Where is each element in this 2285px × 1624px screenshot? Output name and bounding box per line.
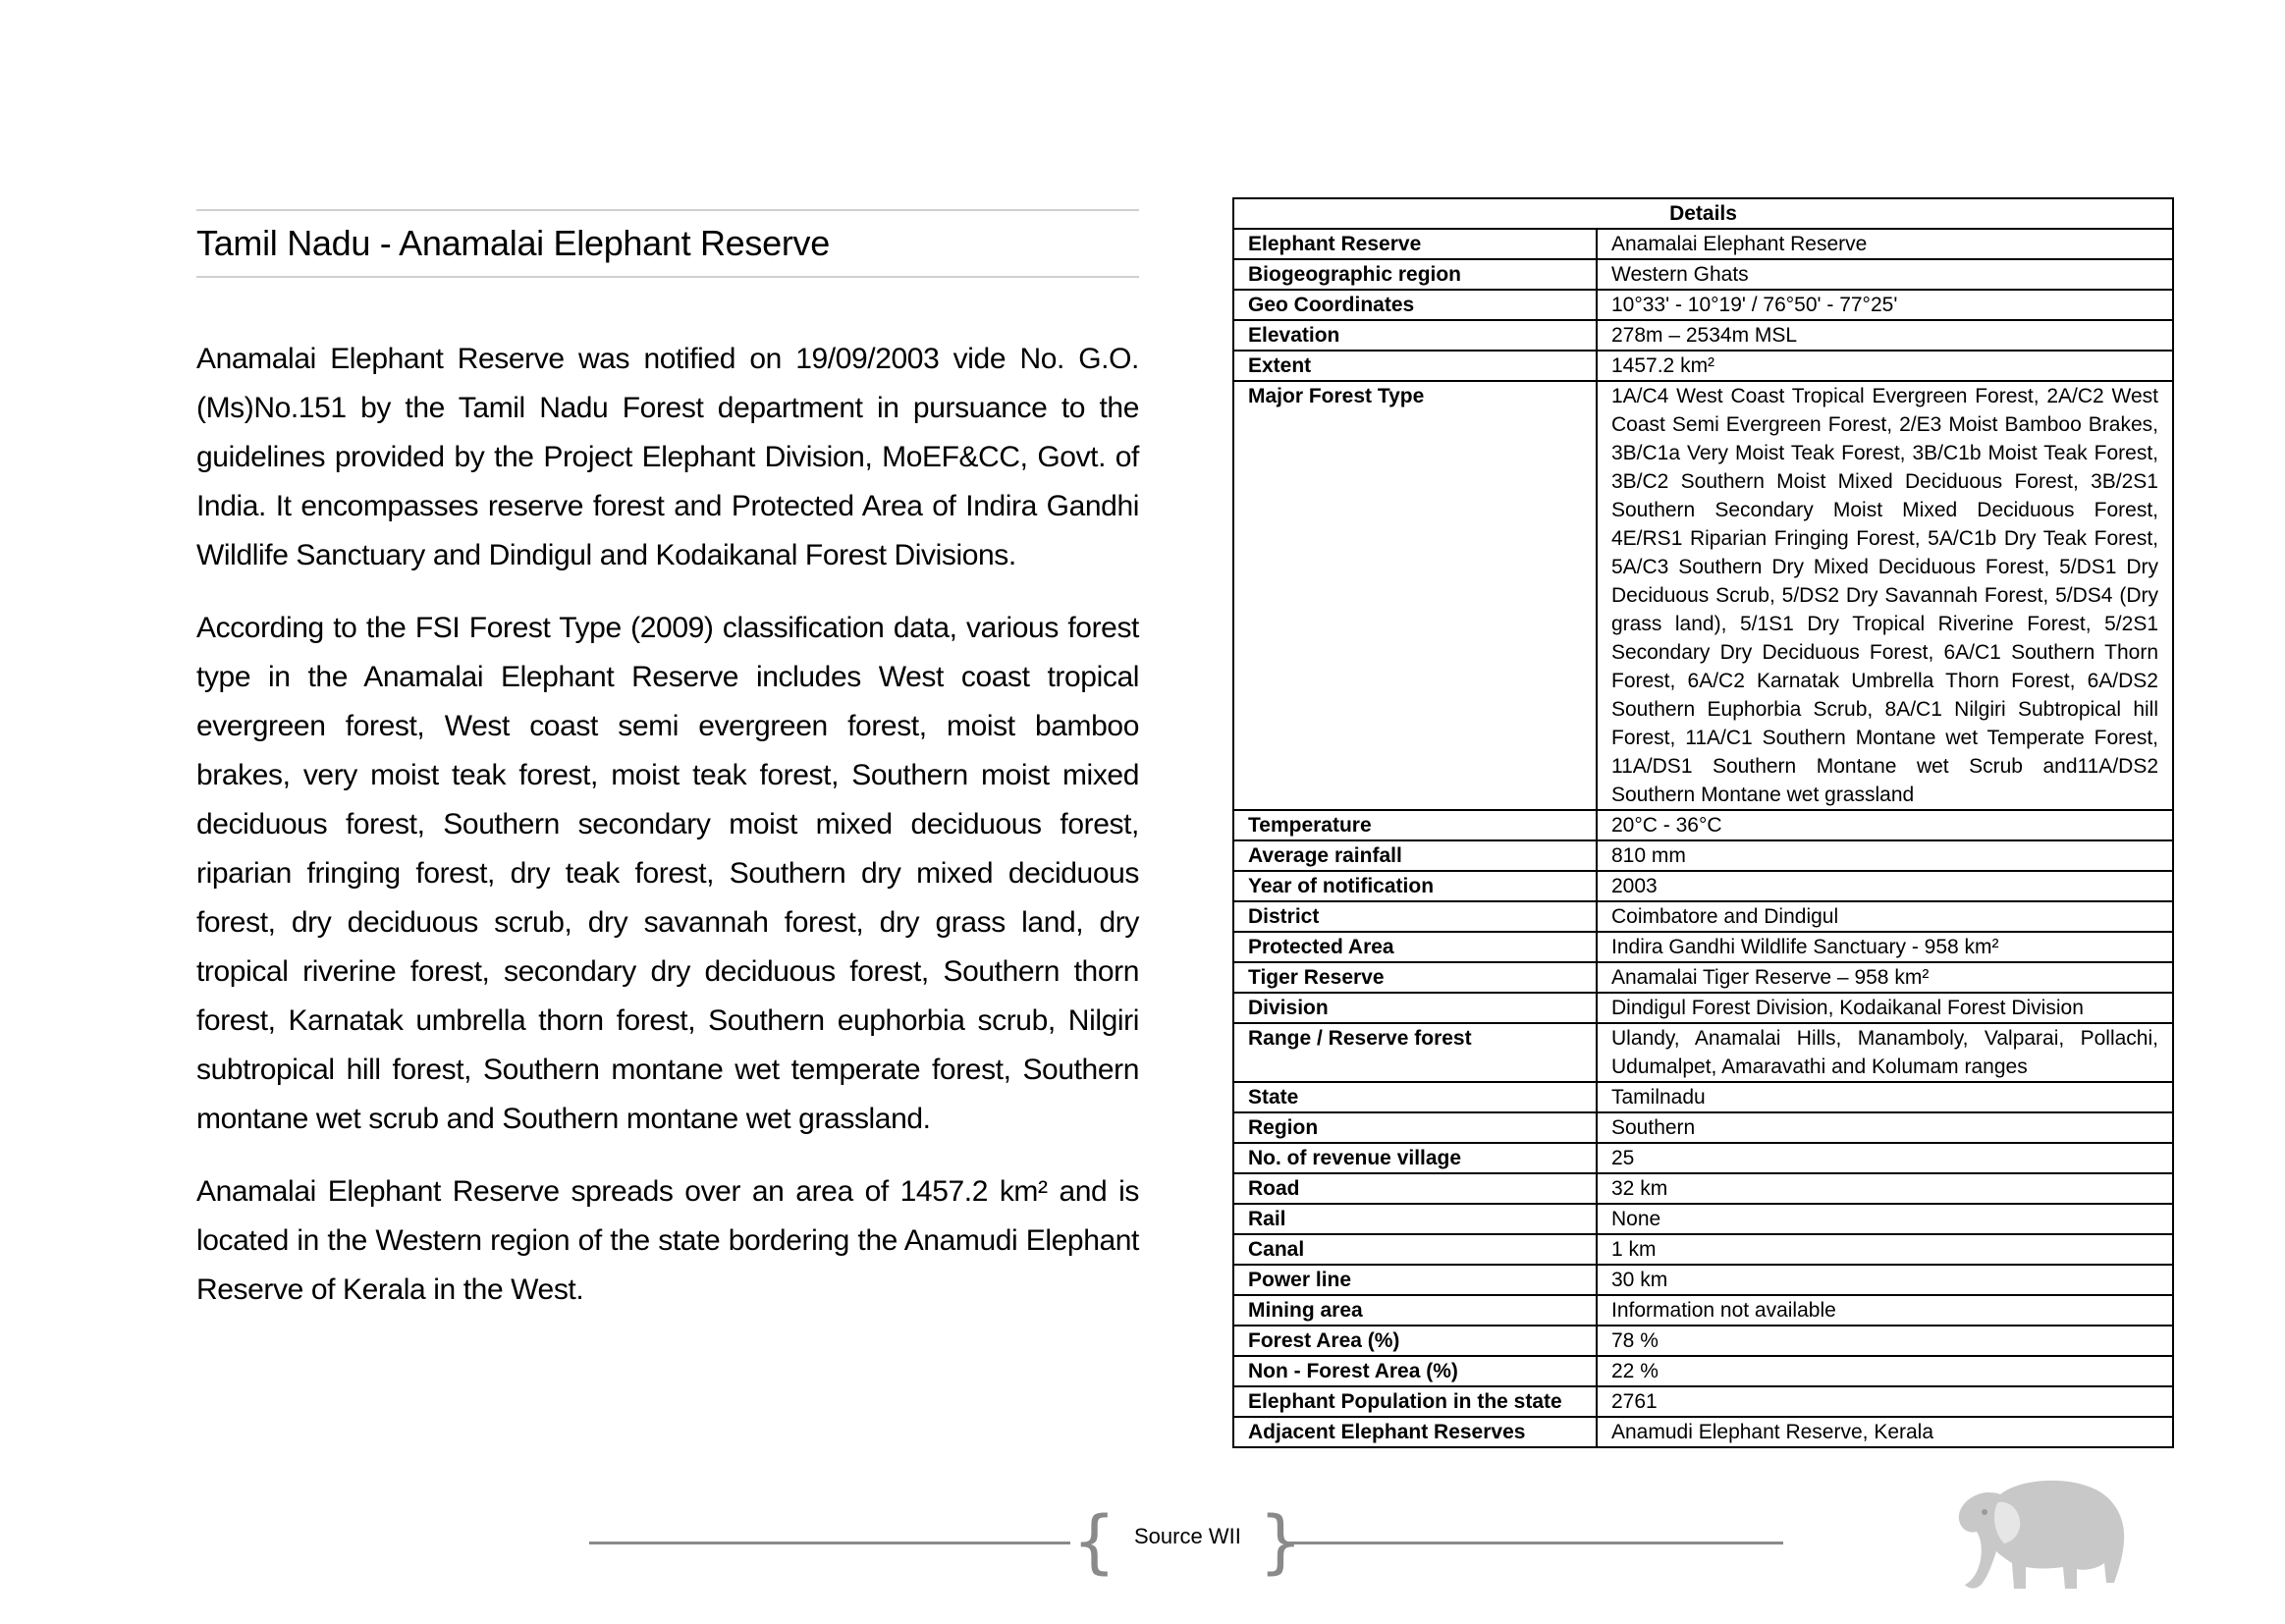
row-label: Biogeographic region (1233, 259, 1597, 290)
row-value: 810 mm (1597, 840, 2173, 871)
row-label: Temperature (1233, 810, 1597, 840)
table-row (1233, 1386, 2173, 1417)
content-left (196, 209, 1139, 1338)
row-label: Region (1233, 1112, 1597, 1143)
footer-line-left (589, 1542, 1070, 1544)
row-value: 25 (1597, 1143, 2173, 1173)
row-label: Adjacent Elephant Reserves (1233, 1417, 1597, 1447)
table-row (1233, 1326, 2173, 1356)
row-value: Dindigul Forest Division, Kodaikanal Forest Division (1597, 993, 2173, 1023)
body-text (196, 335, 1139, 1315)
row-value: 1457.2 km² (1597, 351, 2173, 381)
table-row (1233, 1417, 2173, 1447)
row-label: Tiger Reserve (1233, 962, 1597, 993)
row-value: Southern (1597, 1112, 2173, 1143)
row-label: Range / Reserve forest (1233, 1023, 1597, 1082)
footer-bracket-right: } (1259, 1501, 1303, 1582)
row-value: 22 % (1597, 1356, 2173, 1386)
table-row (1233, 1112, 2173, 1143)
row-label: Geo Coordinates (1233, 290, 1597, 320)
row-value: 20°C - 36°C (1597, 810, 2173, 840)
row-label: Forest Area (%) (1233, 1326, 1597, 1356)
table-row (1233, 1143, 2173, 1173)
table-row (1233, 1234, 2173, 1265)
elephant-icon (1939, 1473, 2136, 1600)
row-label: Elephant Population in the state (1233, 1386, 1597, 1417)
row-label: Protected Area (1233, 932, 1597, 962)
row-label: Major Forest Type (1233, 381, 1597, 810)
page-title: Tamil Nadu - Anamalai Elephant Reserve (196, 223, 830, 263)
row-value: 1A/C4 West Coast Tropical Evergreen Forest, 2A/C2 West Coast Semi Evergreen Forest, 2/E3 Moist Bamboo Brakes, 3B/C1a Very Moist Teak Forest, 3B/C1b Moist Teak Forest, 3B/C2 Southern Moist Mixed Deciduous Forest, 3B/2S1 Southern Secondary Moist Mixed Deciduous Forest, 4E/RS1 Riparian Fringing Forest, 5A/C1b Dry Teak Forest, 5A/C3 Southern Dry Mixed Deciduous Forest, 5/DS1 Dry Deciduous Scrub, 5/DS2 Dry Savannah Forest, 5/DS4 (Dry grass land), 5/1S1 Dry Tropical Riverine Forest, 5/2S1 Secondary Dry Deciduous Forest, 6A/C1 Southern Thorn Forest, 6A/C2 Karnatak Umbrella Thorn Forest, 6A/DS2 Southern Euphorbia Scrub, 8A/C1 Nilgiri Subtropical hill Forest, 11A/C1 Southern Montane wet Temperate Forest, 11A/DS1 Southern Montane wet Scrub and11A/DS2 Southern Montane wet grassland (1597, 381, 2173, 810)
table-row (1233, 1204, 2173, 1234)
row-value: Tamilnadu (1597, 1082, 2173, 1112)
row-label: Extent (1233, 351, 1597, 381)
table-row (1233, 810, 2173, 840)
row-value: Anamalai Tiger Reserve – 958 km² (1597, 962, 2173, 993)
row-value: Western Ghats (1597, 259, 2173, 290)
table-header-row (1233, 198, 2173, 229)
row-value: 78 % (1597, 1326, 2173, 1356)
row-label: Power line (1233, 1265, 1597, 1295)
table-header: Details (1233, 198, 2173, 229)
row-label: Elephant Reserve (1233, 229, 1597, 259)
row-value: 32 km (1597, 1173, 2173, 1204)
footer-line-right (1284, 1542, 1783, 1544)
table-row (1233, 1356, 2173, 1386)
row-label: Canal (1233, 1234, 1597, 1265)
table-row (1233, 1023, 2173, 1082)
table-row (1233, 1173, 2173, 1204)
row-value: 278m – 2534m MSL (1597, 320, 2173, 351)
table-row (1233, 840, 2173, 871)
heading-rule-bottom (196, 276, 1139, 278)
row-value: Coimbatore and Dindigul (1597, 901, 2173, 932)
row-value: 2761 (1597, 1386, 2173, 1417)
row-label: Mining area (1233, 1295, 1597, 1326)
table-row (1233, 381, 2173, 810)
table-row (1233, 259, 2173, 290)
row-value: Anamudi Elephant Reserve, Kerala (1597, 1417, 2173, 1447)
row-value: None (1597, 1204, 2173, 1234)
row-value: 30 km (1597, 1265, 2173, 1295)
row-label: District (1233, 901, 1597, 932)
table-row (1233, 290, 2173, 320)
row-value: Indira Gandhi Wildlife Sanctuary - 958 km² (1597, 932, 2173, 962)
paragraph-area: Anamalai Elephant Reserve spreads over an area of 1457.2 km² and is located in the Western region of the state bordering the Anamudi Elephant Reserve of Kerala in the West. (196, 1175, 1139, 1306)
row-label: Non - Forest Area (%) (1233, 1356, 1597, 1386)
row-label: Division (1233, 993, 1597, 1023)
table-body (1233, 229, 2173, 1447)
table-row (1233, 871, 2173, 901)
table-row (1233, 932, 2173, 962)
row-value: 1 km (1597, 1234, 2173, 1265)
row-label: State (1233, 1082, 1597, 1112)
row-label: Rail (1233, 1204, 1597, 1234)
row-label: Average rainfall (1233, 840, 1597, 871)
table-row (1233, 993, 2173, 1023)
paragraph-notification: Anamalai Elephant Reserve was notified on 19/09/2003 vide No. G.O.(Ms)No.151 by the Tamil Nadu Forest department in pursuance to the guidelines provided by the Project Elephant Division, MoEF&CC, Govt. of India. It encompasses reserve forest and Protected Area of Indira Gandhi Wildlife Sanctuary and Dindigul and Kodaikanal Forest Divisions. (196, 343, 1139, 571)
table-row (1233, 1265, 2173, 1295)
row-label: Year of notification (1233, 871, 1597, 901)
table-row (1233, 1082, 2173, 1112)
table-row (1233, 320, 2173, 351)
row-value: 10°33' - 10°19' / 76°50' - 77°25' (1597, 290, 2173, 320)
table-row (1233, 229, 2173, 259)
footer-bracket-left: { (1072, 1501, 1116, 1582)
row-value: 2003 (1597, 871, 2173, 901)
table-row (1233, 962, 2173, 993)
source-label: Source WII (1134, 1524, 1241, 1548)
table-row (1233, 1295, 2173, 1326)
paragraph-forest-types: According to the FSI Forest Type (2009) classification data, various forest type in the Anamalai Elephant Reserve includes West coast tropical evergreen forest, West coast semi evergreen forest, moist bamboo brakes, very moist teak forest, moist teak forest, Southern moist mixed deciduous forest, Southern secondary moist mixed deciduous forest, riparian fringing forest, dry teak forest, Southern dry mixed deciduous forest, dry deciduous scrub, dry savannah forest, dry grass land, dry tropical riverine forest, secondary dry deciduous forest, Southern thorn forest, Karnatak umbrella thorn forest, Southern euphorbia scrub, Nilgiri subtropical hill forest, Southern montane wet temperate forest, Southern montane wet scrub and Southern montane wet grassland. (196, 612, 1139, 1135)
row-label: Elevation (1233, 320, 1597, 351)
table-row (1233, 901, 2173, 932)
row-label: No. of revenue village (1233, 1143, 1597, 1173)
row-value: Ulandy, Anamalai Hills, Manamboly, Valparai, Pollachi, Udumalpet, Amaravathi and Kolumam ranges (1597, 1023, 2173, 1082)
table-row (1233, 351, 2173, 381)
details-table (1232, 197, 2174, 1448)
row-value: Information not available (1597, 1295, 2173, 1326)
row-label: Road (1233, 1173, 1597, 1204)
row-value: Anamalai Elephant Reserve (1597, 229, 2173, 259)
